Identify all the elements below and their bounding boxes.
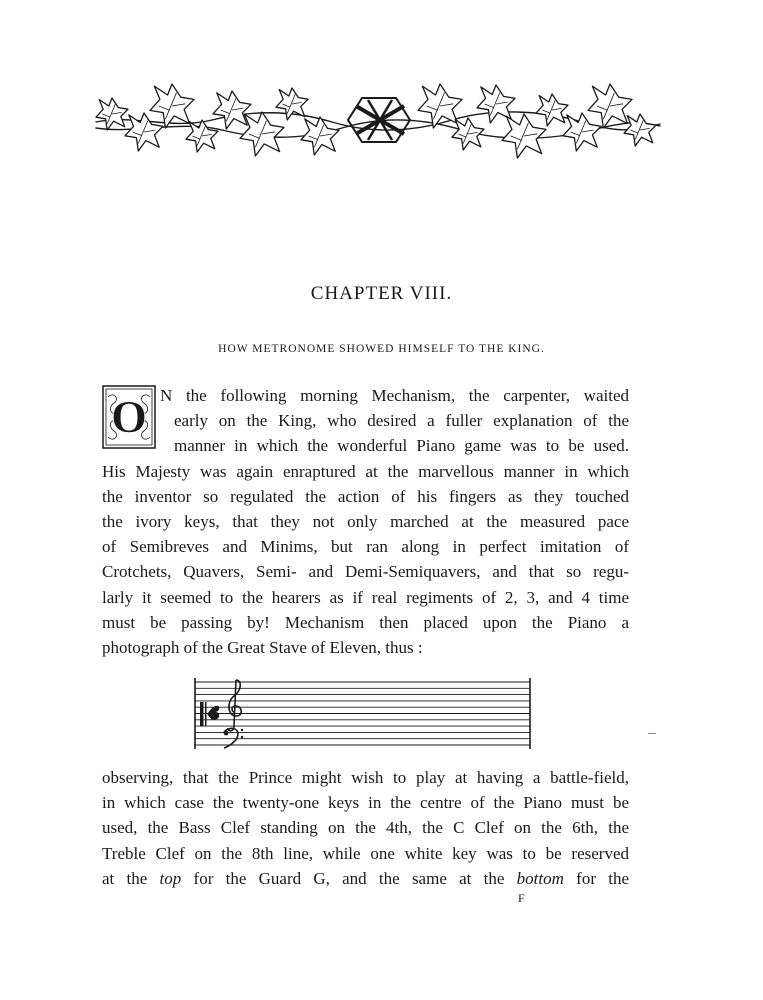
paragraph-line: Treble Clef on the 8th line, while one white key was to be reserved (102, 843, 629, 863)
leaf-shape (240, 112, 284, 156)
italic-word-bottom: bottom (516, 868, 564, 888)
paragraph-line: His Majesty was again enraptured at the marvellous manner in which (102, 461, 629, 481)
paragraph-line: photograph of the Great Stave of Eleven, thus : (102, 637, 423, 657)
paragraph-line: larly it seemed to the hearers as if real regiments of 2, 3, and 4 time (102, 587, 629, 607)
great-stave-icon (190, 676, 535, 751)
leaf-shape (452, 118, 484, 150)
treble-clef-icon (228, 680, 241, 731)
paragraph-line: of Semibreves and Minims, but ran along in perfect imitation of (102, 537, 629, 557)
paragraph-2 (102, 765, 629, 891)
paragraph-line: the ivory keys, that they not only marched at the measured pace (102, 511, 629, 531)
line-text: at the (102, 868, 160, 888)
signature-mark: F (518, 891, 526, 905)
c-clef-icon (200, 702, 219, 726)
paragraph-1 (102, 383, 629, 660)
dropcap-letter: O (111, 391, 147, 442)
line-text: for the (563, 868, 629, 888)
paragraph-line: the inventor so regulated the action of his fingers as they touched (102, 486, 629, 506)
leaf-vine-ornament-icon (92, 70, 664, 180)
paragraph-line: must be passing by! Mechanism then placed upon the Piano a (102, 612, 629, 632)
paragraph-line (102, 866, 629, 891)
chapter-subtitle: HOW METRONOME SHOWED HIMSELF TO THE KING. (218, 343, 545, 355)
paragraph-line: in which case the twenty-one keys in the centre of the Piano must be (102, 793, 629, 813)
paragraph-line: manner in which the wonderful Piano game was to be used. (174, 436, 629, 456)
paragraph-line: observing, that the Prince might wish to play at having a battle-field, (102, 768, 629, 787)
paragraph-line: N the following morning Mechanism, the carpenter, waited (160, 386, 629, 405)
paragraph-line: Crotchets, Quavers, Semi- and Demi-Semiquavers, and that so regu- (102, 562, 629, 582)
margin-mark (648, 733, 656, 734)
italic-word-top: top (159, 868, 182, 888)
chapter-title: CHAPTER VIII. (310, 283, 453, 304)
line-text: for the Guard G, and the same at the (181, 868, 517, 888)
paragraph-line: used, the Bass Clef standing on the 4th, the C Clef on the 6th, the (102, 818, 629, 838)
paragraph-line: early on the King, who desired a fuller explanation of the (174, 411, 629, 431)
